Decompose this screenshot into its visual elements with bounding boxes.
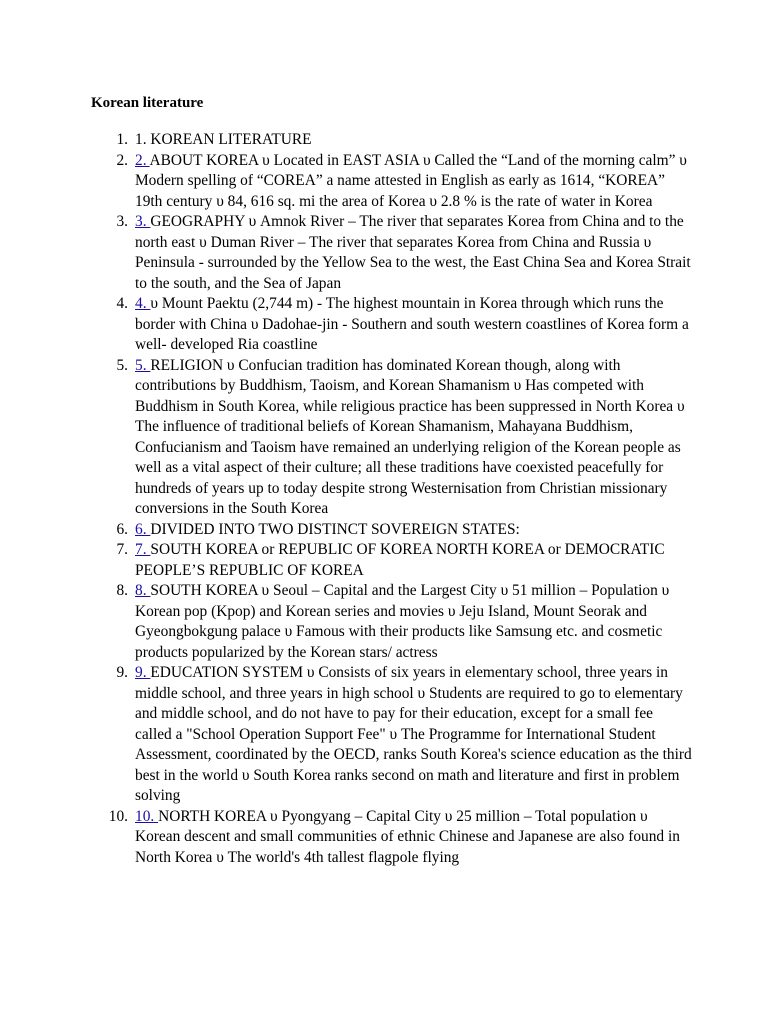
- list-item: [92, 520, 692, 541]
- item-text: DIVIDED INTO TWO DISTINCT SOVEREIGN STATES:: [150, 520, 520, 538]
- list-number: 2.: [116, 151, 128, 169]
- list-item: [92, 356, 692, 520]
- item-link[interactable]: 4.: [135, 295, 151, 312]
- list-number: 4.: [116, 295, 128, 312]
- list-item: [92, 540, 692, 581]
- item-link[interactable]: 7.: [135, 541, 151, 558]
- item-text: ABOUT KOREA υ Located in EAST ASIA υ Called the “Land of the morning calm” υ Modern spelling of “COREA” a name attested in English as early as 1614, “KOREA” 19th century υ 84, 616 sq. mi the area of Korea υ 2.8 % is the rate of water in Korea: [135, 151, 687, 210]
- list-item: [92, 581, 692, 663]
- list-item: [92, 151, 692, 213]
- document-title: Korean literature: [91, 95, 204, 111]
- list-item: [92, 130, 692, 151]
- numbered-list: [92, 130, 692, 868]
- item-link[interactable]: 9.: [135, 664, 151, 681]
- list-item: [92, 294, 692, 356]
- item-text: NORTH KOREA υ Pyongyang – Capital City υ 25 million – Total population υ Korean descent and small communities of ethnic Chinese and Japanese are also found in North Korea υ The world's 4th tallest flagpole flying: [135, 807, 680, 866]
- item-text: SOUTH KOREA or REPUBLIC OF KOREA NORTH KOREA or DEMOCRATIC PEOPLE’S REPUBLIC OF KOREA: [135, 541, 665, 579]
- item-link[interactable]: 8.: [135, 582, 151, 599]
- item-link[interactable]: 3.: [135, 213, 151, 230]
- list-item: [92, 807, 692, 869]
- item-link[interactable]: 10.: [135, 807, 159, 825]
- list-number: 6.: [116, 520, 128, 538]
- item-text: SOUTH KOREA υ Seoul – Capital and the Largest City υ 51 million – Population υ Korean pop (Kpop) and Korean series and movies υ Jeju Island, Mount Seorak and Gyeongbokgung palace υ Famous with their products like Samsung etc. and cosmetic products popularized by the Korean stars/ actress: [135, 582, 670, 661]
- list-number: 3.: [116, 213, 128, 230]
- list-number: 10.: [108, 807, 128, 825]
- item-text: EDUCATION SYSTEM υ Consists of six years in elementary school, three years in middle school, and three years in high school υ Students are required to go to elementary and middle school, and do not have to pay for their education, except for a small fee called a "School Operation Support Fee" υ The Programme for International Student Assessment, coordinated by the OECD, ranks South Korea's science education as the third best in the world υ South Korea ranks second on math and literature and first in problem solving: [135, 664, 692, 804]
- item-link[interactable]: 6.: [135, 520, 151, 538]
- list-number: 1.: [116, 131, 128, 148]
- item-text: RELIGION υ Confucian tradition has dominated Korean though, along with contributions by Buddhism, Taoism, and Korean Shamanism υ Has competed with Buddhism in South Korea, while religious practice has been suppressed in North Korea υ The influence of traditional beliefs of Korean Shamanism, Mahayana Buddhism, Confucianism and Taoism have remained an underlying religion of the Korean people as well as a vital aspect of their culture; all these traditions have coexisted peacefully for hundreds of years up to today despite strong Westernisation from Christian missionary conversions in the South Korea: [135, 356, 685, 517]
- list-number: 5.: [116, 356, 128, 374]
- item-link[interactable]: 5.: [135, 356, 151, 374]
- list-item: [92, 663, 692, 807]
- list-number: 8.: [116, 582, 128, 599]
- list-number: 9.: [116, 664, 128, 681]
- list-item: [92, 212, 692, 294]
- list-number: 7.: [116, 541, 128, 558]
- item-text: GEOGRAPHY υ Amnok River – The river that separates Korea from China and to the north east υ Duman River – The river that separates Korea from China and Russia υ Peninsula - surrounded by the Yellow Sea to the west, the East China Sea and Korea Strait to the south, and the Sea of Japan: [135, 213, 691, 292]
- item-text: υ Mount Paektu (2,744 m) - The highest mountain in Korea through which runs the border with China υ Dadohae-jin - Southern and south western coastlines of Korea form a well- developed Ria coastline: [135, 295, 689, 353]
- item-text: 1. KOREAN LITERATURE: [135, 131, 312, 148]
- item-link[interactable]: 2.: [135, 151, 150, 169]
